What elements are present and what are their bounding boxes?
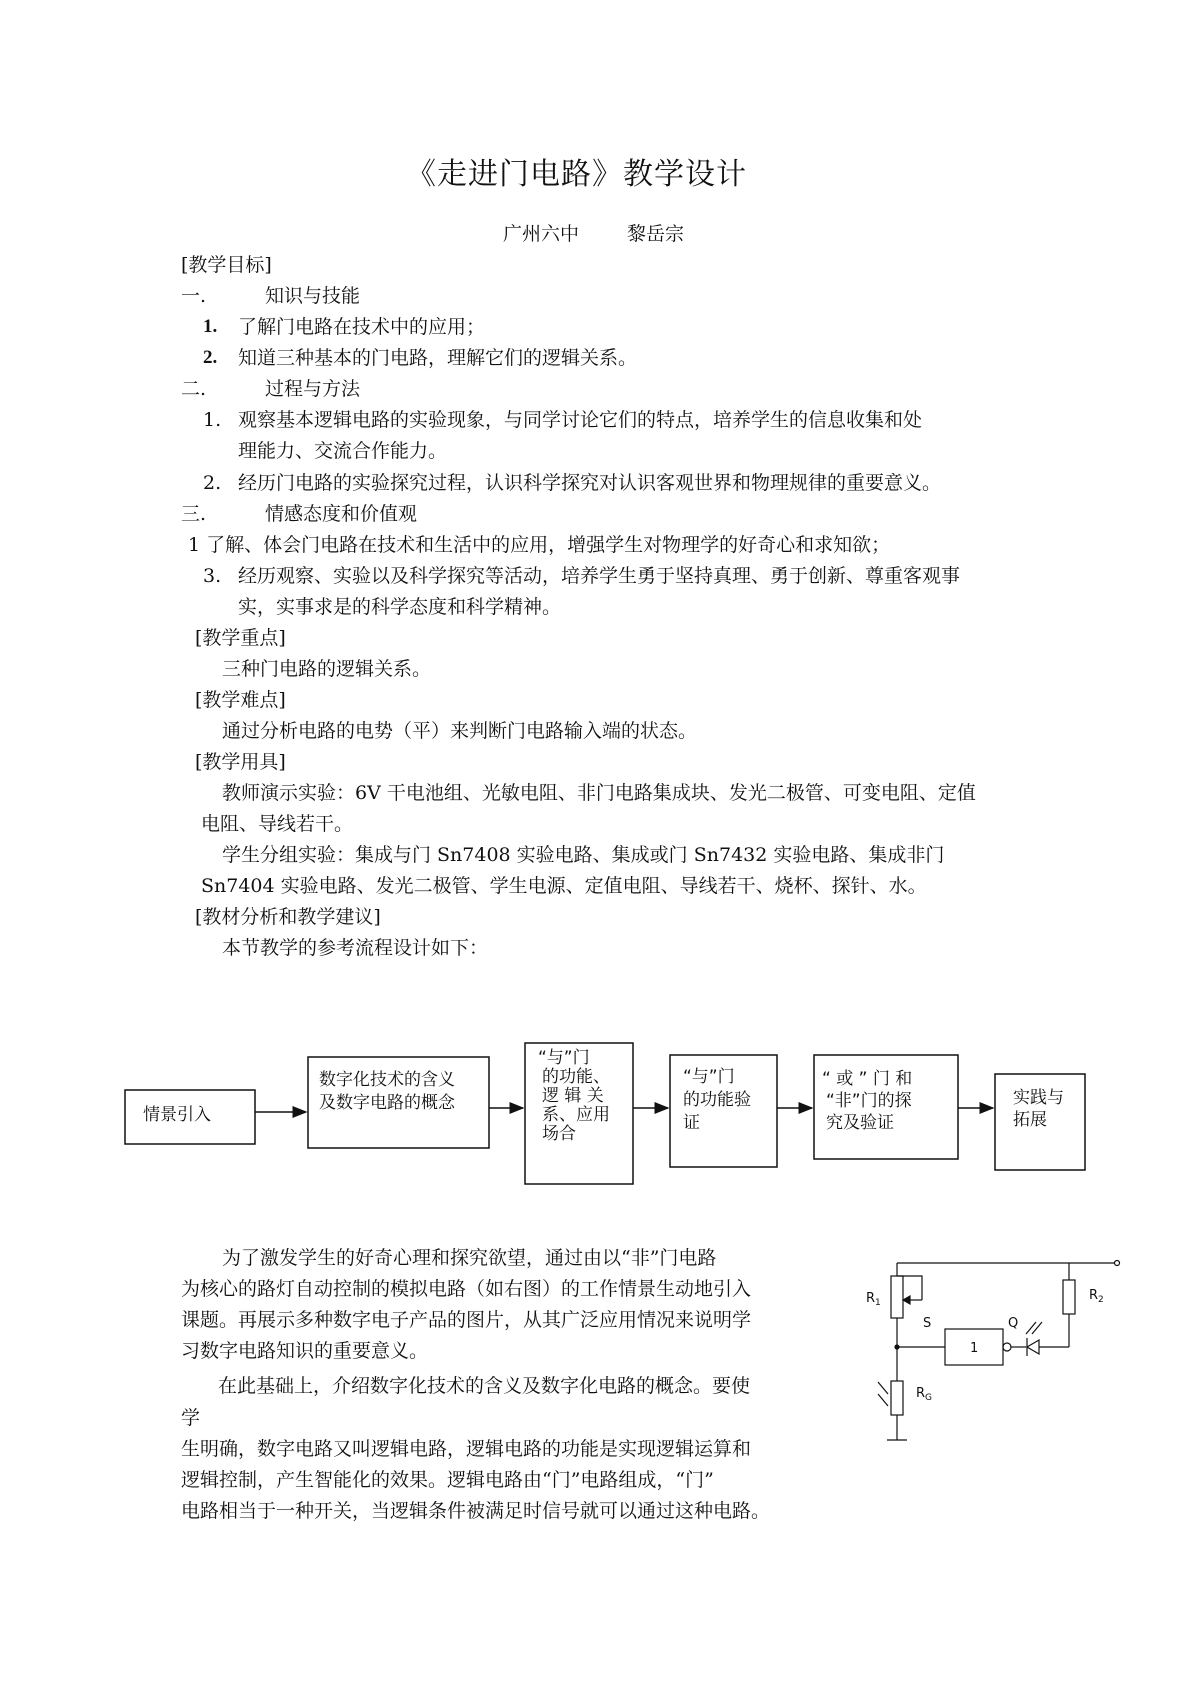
objectives-heading: [教学目标]: [181, 254, 272, 276]
q-label: Q: [1008, 1316, 1019, 1331]
flow-box-4-line: 的功能验: [683, 1090, 751, 1110]
r1-resistor: [891, 1276, 903, 1318]
flow-box-2-line: 及数字电路的概念: [319, 1093, 455, 1113]
body-line: 电路相当于一种开关，当逻辑条件被满足时信号就可以通过这种电路。: [181, 1500, 771, 1522]
tools-heading: [教学用具]: [195, 751, 286, 773]
part1-title: 知识与技能: [265, 285, 361, 307]
e3-text-cont: 实，实事求是的科学态度和科学精神。: [238, 596, 562, 618]
r2-resistor: [1063, 1280, 1075, 1314]
e3-number: 3.: [203, 565, 222, 587]
body-line: 习数字电路知识的重要意义。: [181, 1340, 429, 1362]
body-line: 逻辑控制，产生智能化的效果。逻辑电路由“门”电路组成，“门”: [181, 1469, 714, 1491]
rg-label: $R_G$: [916, 1386, 933, 1403]
page-title: 《走进门电路》教学设计: [406, 157, 747, 192]
r1-label: $R_1$: [866, 1291, 881, 1308]
flow-box-5-line: 究及验证: [826, 1113, 894, 1133]
part3-title: 情感态度和价值观: [265, 503, 418, 525]
flow-box-2-line: 数字化技术的含义: [319, 1070, 455, 1090]
part1-label: 一.: [181, 285, 207, 307]
p2-text: 经历门电路的实验探究过程，认识科学探究对认识客观世界和物理规律的重要意义。: [238, 472, 942, 494]
flow-box-4-line: “与”门: [683, 1067, 735, 1087]
flow-box-3-line: 的功能、: [542, 1067, 610, 1087]
e1-text: 1 了解、体会门电路在技术和生活中的应用，增强学生对物理学的好奇心和求知欲；: [188, 534, 891, 556]
analysis-heading: [教材分析和教学建议]: [195, 906, 381, 928]
street-light-circuit: [878, 1261, 1120, 1441]
r2-label: $R_2$: [1089, 1288, 1104, 1305]
flow-box-3-line: 逻 辑 关: [542, 1086, 604, 1106]
flow-box-3-line: 系、应用: [542, 1105, 610, 1125]
k2-number: 2.: [203, 347, 218, 368]
body-line: 为了激发学生的好奇心理和探究欲望，通过由以“非”门电路: [222, 1247, 717, 1269]
p1-number: 1.: [203, 409, 222, 431]
body-line: 在此基础上，介绍数字化技术的含义及数字化电路的概念。要使: [218, 1375, 751, 1397]
part2-label: 二.: [181, 378, 207, 400]
body-line: 课题。再展示多种数字电子产品的图片，从其广泛应用情况来说明学: [181, 1309, 752, 1331]
k1-number: 1.: [203, 316, 218, 337]
key-text: 三种门电路的逻辑关系。: [222, 658, 432, 680]
flow-box-6-line: 拓展: [1013, 1110, 1047, 1130]
tools-teacher: 教师演示实验：6V 干电池组、光敏电阻、非门电路集成块、发光二极管、可变电阻、定值: [222, 782, 976, 804]
tools-student-cont: Sn7404 实验电路、发光二极管、学生电源、定值电阻、导线若干、烧杯、探针、水。: [201, 875, 927, 897]
body-line: 为核心的路灯自动控制的模拟电路（如右图）的工作情景生动地引入: [181, 1278, 752, 1300]
p2-number: 2.: [203, 472, 222, 494]
author-name: 黎岳宗: [627, 223, 685, 245]
gate-label: 1: [970, 1341, 979, 1356]
flow-box-6-line: 实践与: [1013, 1088, 1064, 1108]
flow-box-1-line: 情景引入: [143, 1105, 211, 1125]
s-label: S: [923, 1316, 932, 1331]
tools-teacher-cont: 电阻、导线若干。: [201, 813, 354, 835]
part3-label: 三.: [181, 503, 207, 525]
flow-box-4-line: 证: [683, 1113, 700, 1133]
tools-student: 学生分组实验：集成与门 Sn7408 实验电路、集成或门 Sn7432 实验电路、集成非门: [222, 844, 945, 866]
rg-photoresistor: [891, 1381, 903, 1415]
flow-box-5-line: “ 或 ” 门 和: [822, 1069, 913, 1089]
difficulty-heading: [教学难点]: [195, 689, 286, 711]
flow-box-5-line: “非”门的探: [826, 1091, 912, 1111]
author-school: 广州六中: [503, 223, 580, 245]
part2-title: 过程与方法: [265, 378, 361, 400]
analysis-intro: 本节教学的参考流程设计如下：: [222, 937, 489, 959]
key-heading: [教学重点]: [195, 627, 286, 649]
e3-text: 经历观察、实验以及科学探究等活动，培养学生勇于坚持真理、勇于创新、尊重客观事: [238, 565, 961, 587]
k2-text: 知道三种基本的门电路，理解它们的逻辑关系。: [238, 347, 638, 369]
p1-text-cont: 理能力、交流合作能力。: [238, 440, 448, 462]
k1-text: 了解门电路在技术中的应用；: [238, 316, 486, 338]
body-line: 生明确，数字电路又叫逻辑电路，逻辑电路的功能是实现逻辑运算和: [181, 1438, 752, 1460]
p1-text: 观察基本逻辑电路的实验现象，与同学讨论它们的特点，培养学生的信息收集和处: [238, 409, 923, 431]
flow-box-3-line: 场合: [542, 1124, 576, 1144]
body-line: 学: [181, 1407, 201, 1429]
flow-box-3-line: “与”门: [538, 1048, 590, 1068]
difficulty-text: 通过分析电路的电势（平）来判断门电路输入端的状态。: [222, 720, 698, 742]
